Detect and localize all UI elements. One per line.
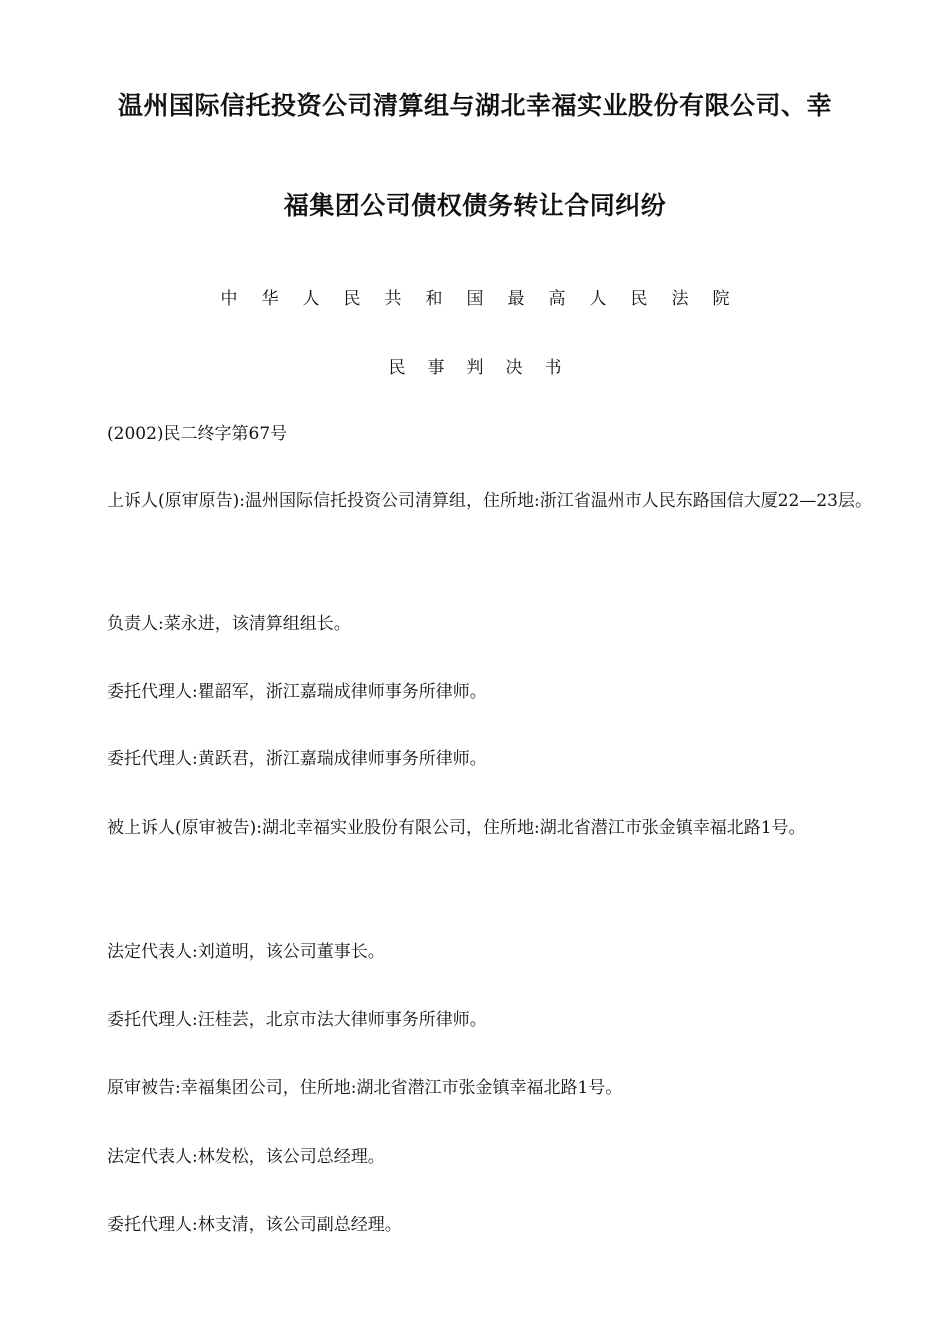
document-title-line-1: 温州国际信托投资公司清算组与湖北幸福实业股份有限公司、幸 xyxy=(117,91,832,120)
case-number: (2002)民二终字第67号 xyxy=(107,424,288,444)
party-appellant-agent-1: 委托代理人:瞿韶军，浙江嘉瑞成律师事务所律师。 xyxy=(107,682,487,702)
court-name: 中华人民共和国最高人民法院 xyxy=(220,289,754,309)
party-appellee-legal-representative: 法定代表人:刘道明，该公司董事长。 xyxy=(107,942,385,962)
party-appellant: 上诉人(原审原告):温州国际信托投资公司清算组，住所地:浙江省温州市人民东路国信大厦22—23层。 xyxy=(107,491,872,511)
document-type: 民事判决书 xyxy=(388,358,584,378)
document-title-line-2: 福集团公司债权债务转让合同纠纷 xyxy=(283,191,667,220)
party-original-defendant: 原审被告:幸福集团公司，住所地:湖北省潜江市张金镇幸福北路1号。 xyxy=(107,1078,623,1098)
party-original-defendant-legal-representative: 法定代表人:林发松，该公司总经理。 xyxy=(107,1147,385,1167)
party-appellee-agent: 委托代理人:汪桂芸，北京市法大律师事务所律师。 xyxy=(107,1010,487,1030)
party-appellant-agent-2: 委托代理人:黄跃君，浙江嘉瑞成律师事务所律师。 xyxy=(107,749,487,769)
party-original-defendant-agent: 委托代理人:林支清，该公司副总经理。 xyxy=(107,1215,402,1235)
party-appellant-responsible-person: 负责人:菜永进，该清算组组长。 xyxy=(107,614,351,634)
party-appellee: 被上诉人(原审被告):湖北幸福实业股份有限公司，住所地:湖北省潜江市张金镇幸福北路1号。 xyxy=(107,818,806,838)
